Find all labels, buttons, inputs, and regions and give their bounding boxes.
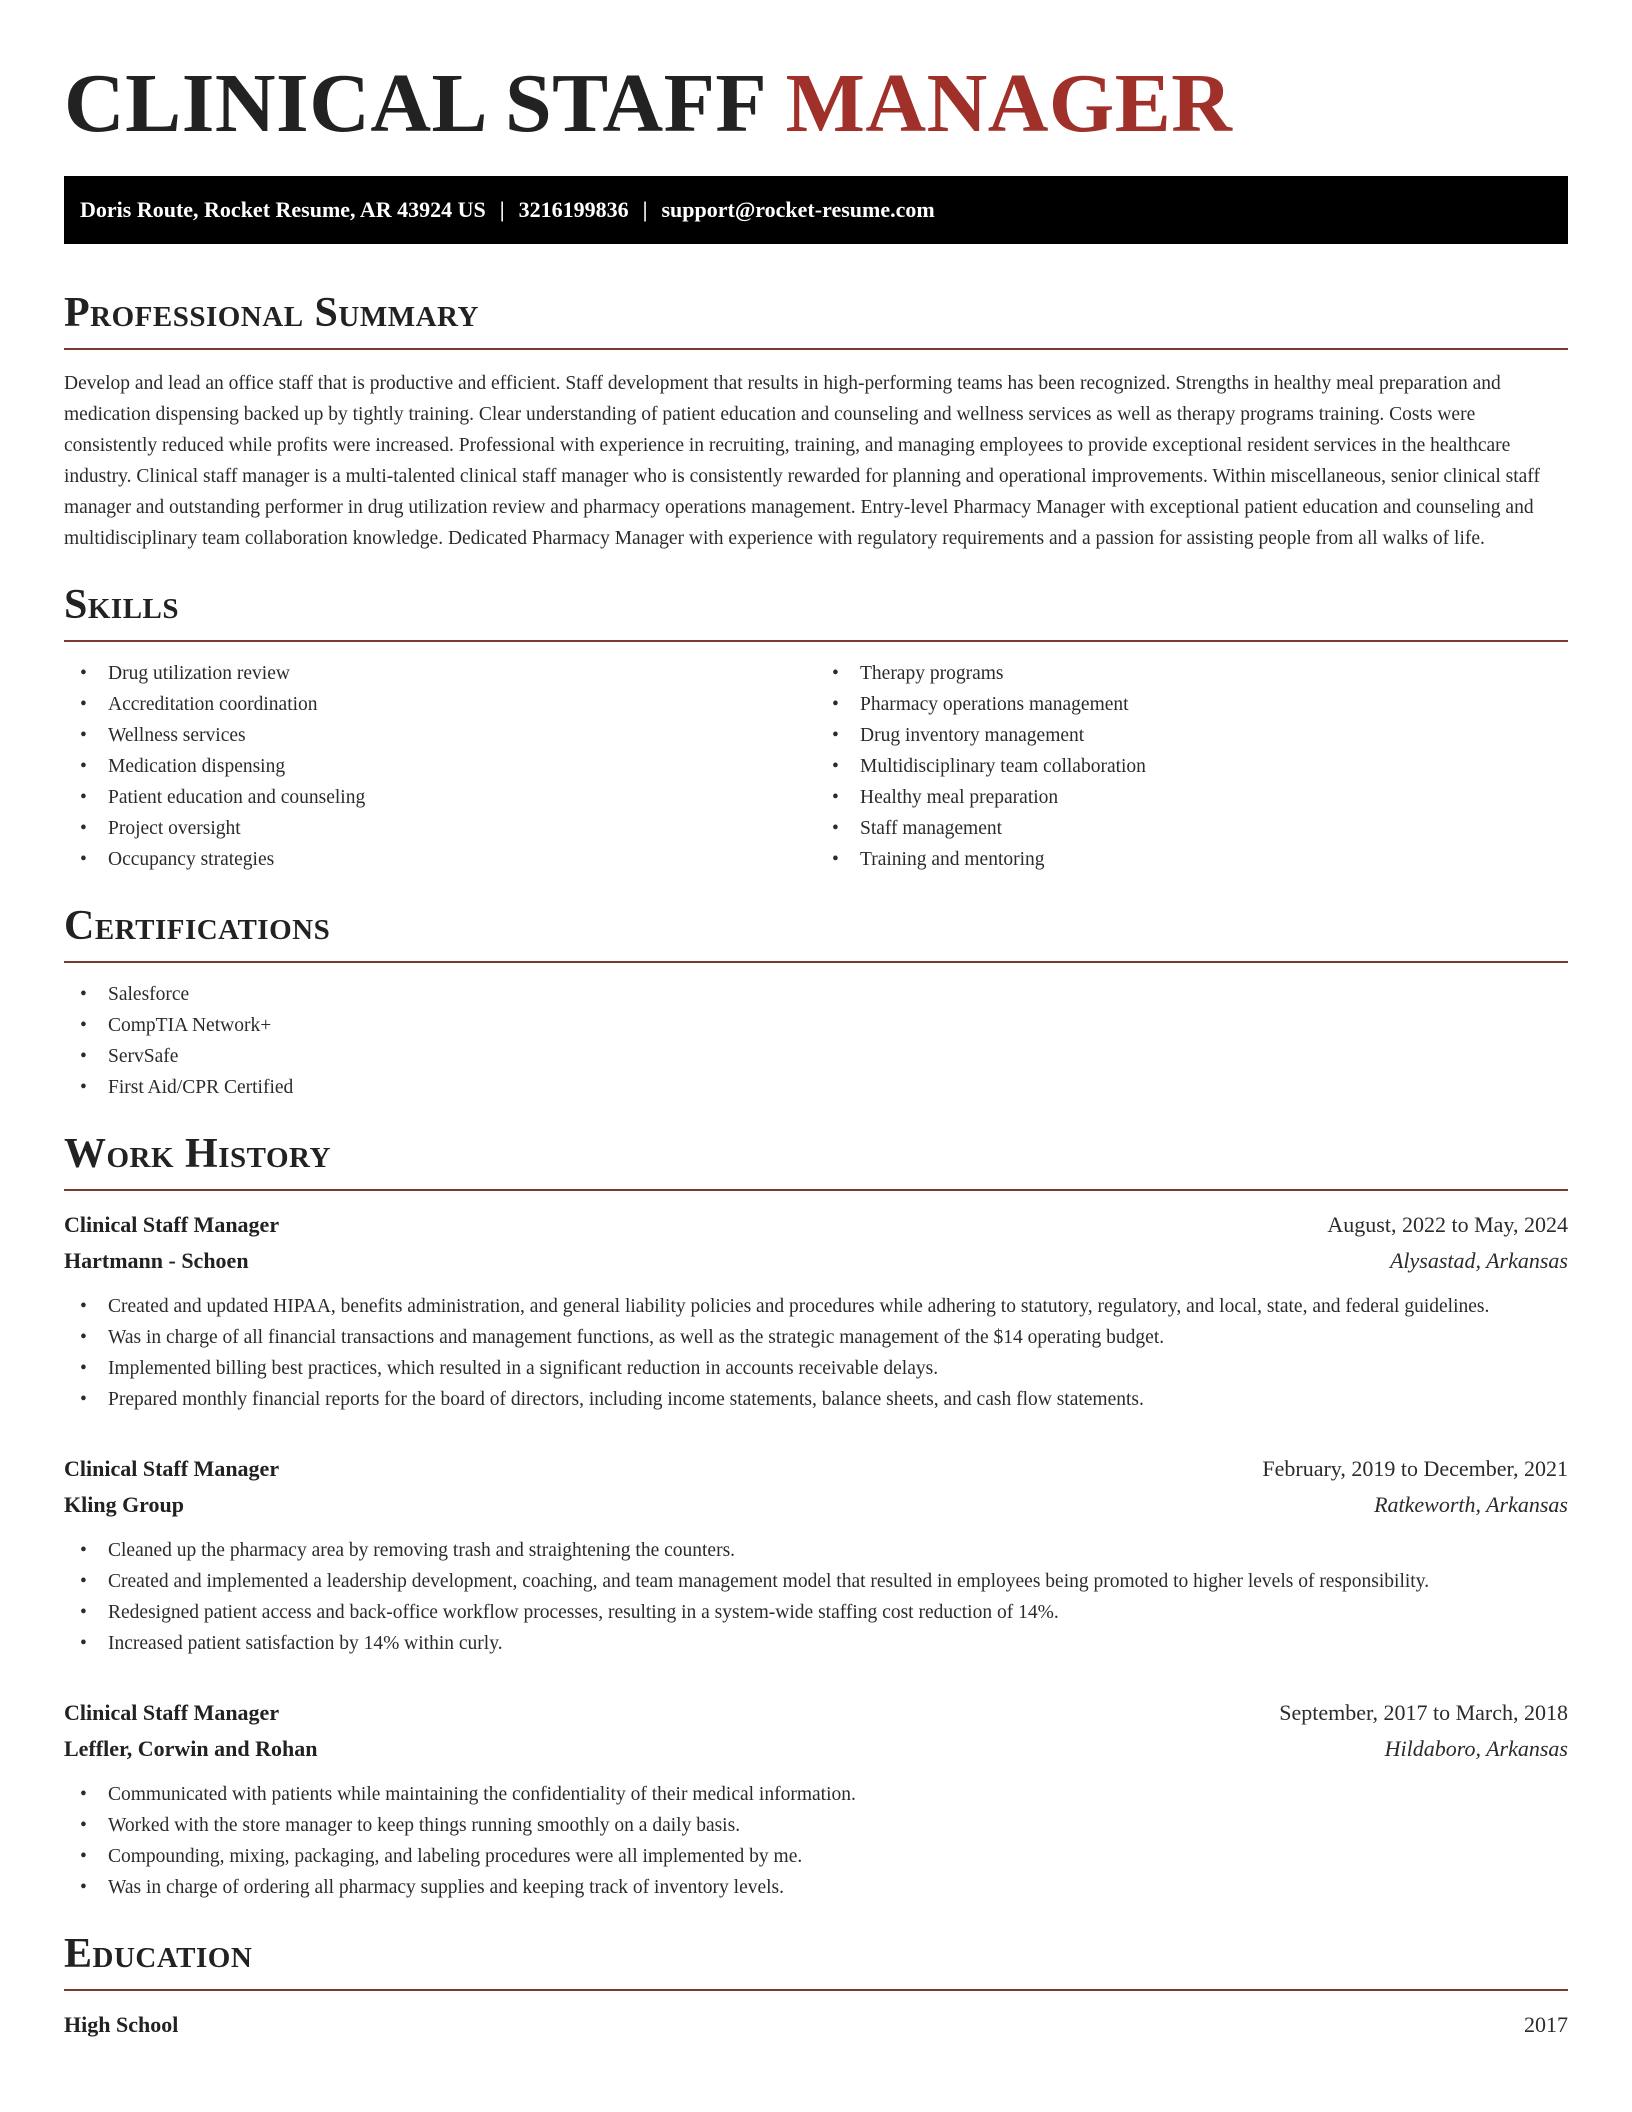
skill-item: • Accreditation coordination [64, 689, 816, 720]
contact-email[interactable]: support@rocket-resume.com [661, 197, 935, 222]
job-duty: • Created and implemented a leadership development, coaching, and team management model that resulted in employees being promoted to higher levels of responsibility. [64, 1566, 1568, 1597]
skills-list-right [816, 658, 1568, 875]
education-heading: Education [64, 1931, 253, 1977]
education-degree: High School [64, 2012, 179, 2037]
skill-item: • Drug inventory management [816, 720, 1568, 751]
job-entry [64, 1695, 1568, 1903]
job-dates: September, 2017 to March, 2018 [1279, 1700, 1568, 1725]
section-divider [64, 348, 1568, 350]
job-subheader [64, 1731, 1568, 1767]
contact-phone[interactable]: 3216199836 [518, 197, 629, 222]
job-duty: • Compounding, mixing, packaging, and labeling procedures were all implemented by me. [64, 1841, 1568, 1872]
certification-item: • Salesforce [64, 979, 1568, 1010]
job-header [64, 1695, 1568, 1731]
job-duty: • Cleaned up the pharmacy area by removing trash and straightening the counters. [64, 1535, 1568, 1566]
job-duty: • Prepared monthly financial reports for the board of directors, including income statements, balance sheets, and cash flow statements. [64, 1384, 1568, 1415]
summary-text: Develop and lead an office staff that is productive and efficient. Staff development that results in high-performing teams has been recognized. Strengths in healthy meal preparation and medication dispensing backed up by tightly training. Clear understanding of patient education and counseling and wellness services as well as therapy programs training. Costs were consistently reduced while profits were increased. Professional with experience in recruiting, training, and managing employees to provide exceptional resident services in the healthcare industry. Clinical staff manager is a multi-talented clinical staff manager who is consistently rewarded for planning and operational improvements. Within miscellaneous, senior clinical staff manager and outstanding performer in drug utilization review and pharmacy operations management. Entry-level Pharmacy Manager with exceptional patient education and counseling and multidisciplinary team collaboration knowledge. Dedicated Pharmacy Manager with experience with regulatory requirements and a passion for assisting people from all walks of life. [64, 373, 1540, 549]
job-duty: • Redesigned patient access and back-office workflow processes, resulting in a system-wide staffing cost reduction of 14%. [64, 1597, 1568, 1628]
certifications-section [64, 901, 1568, 1103]
skills-columns [64, 642, 1568, 875]
job-entry [64, 1451, 1568, 1659]
skill-item: • Medication dispensing [64, 751, 816, 782]
skill-item: • Training and mentoring [816, 844, 1568, 875]
job-duty: • Worked with the store manager to keep things running smoothly on a daily basis. [64, 1810, 1568, 1841]
job-subheader [64, 1243, 1568, 1279]
job-duties [64, 1779, 1568, 1903]
job-duty: • Implemented billing best practices, which resulted in a significant reduction in accounts receivable delays. [64, 1353, 1568, 1384]
skill-item: • Occupancy strategies [64, 844, 816, 875]
contact-separator: | [499, 197, 505, 222]
job-duty: • Created and updated HIPAA, benefits administration, and general liability policies and procedures while adhering to statutory, regulatory, and local, state, and federal guidelines. [64, 1291, 1568, 1322]
skill-item: • Patient education and counseling [64, 782, 816, 813]
skill-item: • Healthy meal preparation [816, 782, 1568, 813]
education-section [64, 1929, 1568, 2043]
summary-section [64, 288, 1568, 554]
job-title: Clinical Staff Manager [64, 1456, 280, 1481]
job-company: Leffler, Corwin and Rohan [64, 1736, 318, 1761]
skill-item: • Multidisciplinary team collaboration [816, 751, 1568, 782]
job-duty: • Increased patient satisfaction by 14% within curly. [64, 1628, 1568, 1659]
skill-item: • Project oversight [64, 813, 816, 844]
education-year: 2017 [1524, 2012, 1568, 2037]
skill-item: • Pharmacy operations management [816, 689, 1568, 720]
skill-item: • Staff management [816, 813, 1568, 844]
job-title: Clinical Staff Manager [64, 1700, 280, 1725]
job-company: Kling Group [64, 1492, 185, 1517]
certifications-heading: Certifications [64, 903, 331, 949]
job-location: Ratkeworth, Arkansas [1374, 1492, 1568, 1517]
contact-separator: | [642, 197, 648, 222]
skill-item: • Therapy programs [816, 658, 1568, 689]
section-divider [64, 961, 1568, 963]
contact-address: Doris Route, Rocket Resume, AR 43924 US [80, 197, 486, 222]
skill-item: • Wellness services [64, 720, 816, 751]
job-header [64, 1207, 1568, 1243]
work-history-section [64, 1129, 1568, 1903]
job-location: Hildaboro, Arkansas [1384, 1736, 1568, 1761]
work-history-heading: Work History [64, 1131, 331, 1177]
education-entry [64, 2007, 1568, 2043]
contact-bar [64, 176, 1568, 244]
job-subheader [64, 1487, 1568, 1523]
job-duties [64, 1291, 1568, 1415]
skills-list-left [64, 658, 816, 875]
job-duty: • Was in charge of ordering all pharmacy supplies and keeping track of inventory levels. [64, 1872, 1568, 1903]
skill-item: • Drug utilization review [64, 658, 816, 689]
section-divider [64, 1189, 1568, 1191]
certification-item: • ServSafe [64, 1041, 1568, 1072]
job-duties [64, 1535, 1568, 1659]
job-duty: • Communicated with patients while maintaining the confidentiality of their medical information. [64, 1779, 1568, 1810]
resume-name [64, 56, 1568, 152]
name-primary: CLINICAL STAFF [64, 57, 765, 150]
resume-page [64, 0, 1568, 2043]
skills-heading: Skills [64, 582, 180, 628]
name-accent: MANAGER [785, 57, 1233, 150]
certification-item: • First Aid/CPR Certified [64, 1072, 1568, 1103]
job-dates: February, 2019 to December, 2021 [1262, 1456, 1568, 1481]
job-dates: August, 2022 to May, 2024 [1327, 1212, 1568, 1237]
skills-section [64, 580, 1568, 875]
certification-item: • CompTIA Network+ [64, 1010, 1568, 1041]
job-entry [64, 1207, 1568, 1415]
certifications-list [64, 979, 1568, 1103]
job-title: Clinical Staff Manager [64, 1212, 280, 1237]
job-company: Hartmann - Schoen [64, 1248, 249, 1273]
job-location: Alysastad, Arkansas [1389, 1248, 1568, 1273]
job-header [64, 1451, 1568, 1487]
job-duty: • Was in charge of all financial transactions and management functions, as well as the strategic management of the $14 operating budget. [64, 1322, 1568, 1353]
summary-heading: Professional Summary [64, 290, 479, 336]
section-divider [64, 1989, 1568, 1991]
